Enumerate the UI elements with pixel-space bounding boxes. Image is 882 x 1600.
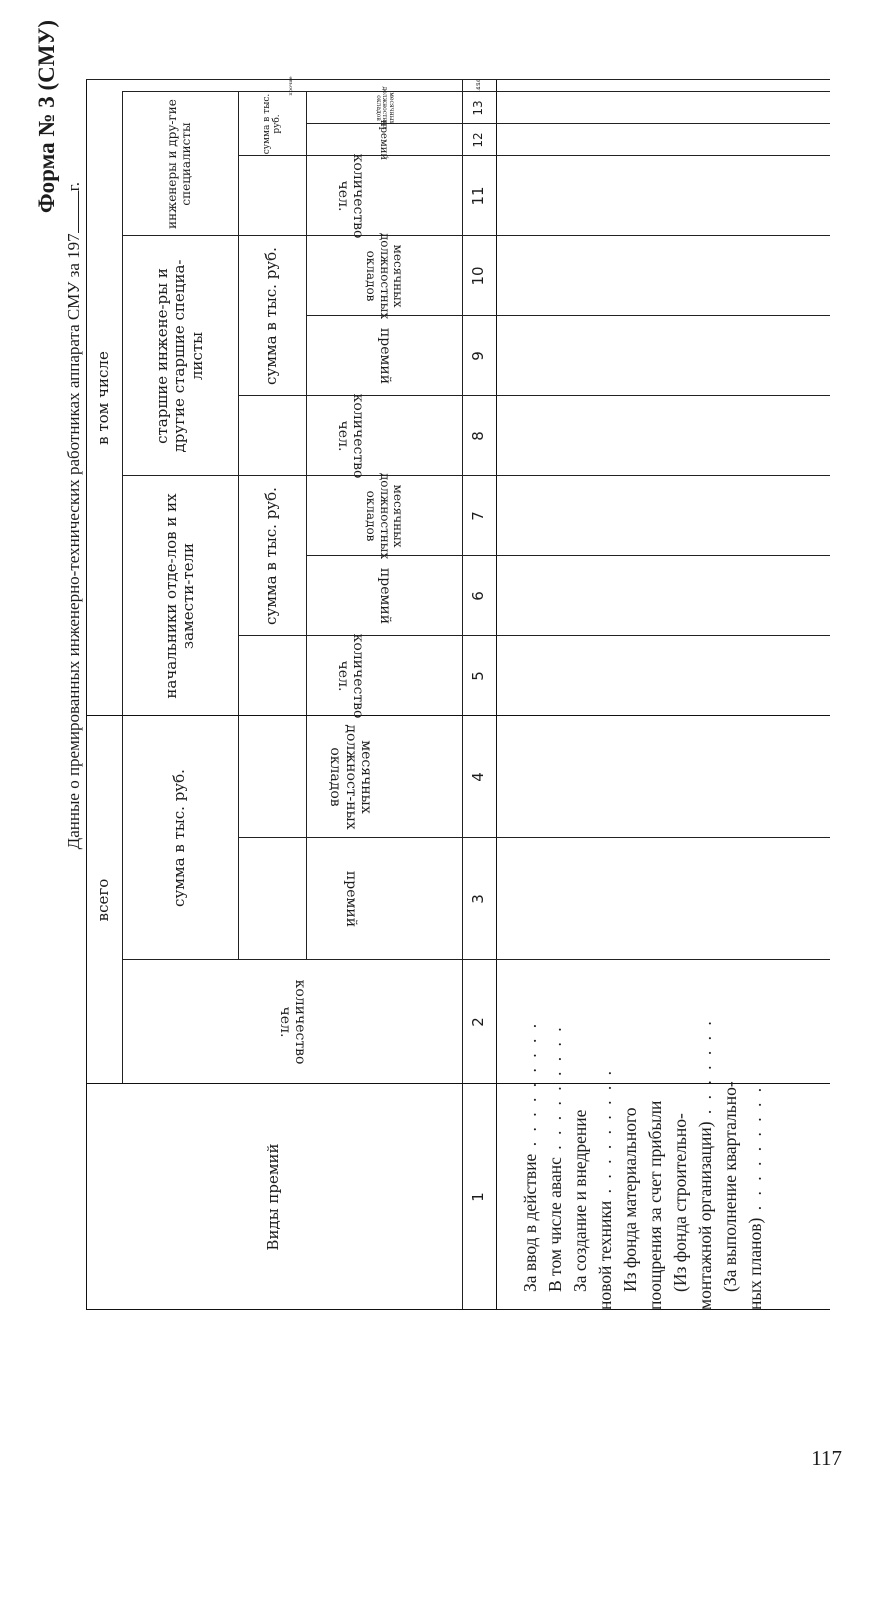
colnum-9: 9 (469, 351, 488, 361)
colnum-4: 4 (469, 772, 488, 782)
header-c2-count: количество чел. (277, 979, 309, 1065)
colnum-6: 6 (469, 591, 488, 601)
row-label: (За выполнение квартально- (720, 1081, 740, 1292)
row-label: (Из фонда строительно- (670, 1113, 690, 1292)
colnum-2: 2 (469, 1017, 488, 1027)
header-total: всего (94, 878, 113, 922)
year-blank (64, 191, 79, 233)
colnum-1: 1 (469, 1192, 488, 1202)
header-c8-count: количество чел. (335, 393, 367, 479)
colnum-15: 15 (475, 83, 481, 89)
header-total-sum: сумма в тыс. руб. (170, 769, 189, 907)
colnum-10: 10 (469, 266, 488, 286)
row-label: новой техники . . . . . . . . . (595, 1067, 615, 1310)
colnum-7: 7 (469, 511, 488, 521)
rule-numbers-bottom (496, 80, 497, 1310)
header-c3-bonuses: премий (342, 870, 359, 928)
page-number: 117 (811, 1446, 842, 1470)
colnum-8: 8 (469, 431, 488, 441)
header-c7-salaries: месячных должностных окладов (364, 472, 405, 560)
colnum-13: 13 (471, 100, 486, 116)
header-heads: начальники отде-лов и их замести-тели (161, 493, 197, 699)
header-engineers: инженеры и дру-гие специалисты (165, 99, 193, 229)
header-c5-count: количество чел. (335, 633, 367, 719)
colnum-14: 14 (475, 87, 481, 93)
header-c13-salaries: месячных должностных окладов (374, 86, 395, 130)
row-label: За ввод в действие . . . . . . . . . (520, 1020, 540, 1292)
header-senior-sum: сумма в тыс. руб. (262, 247, 281, 385)
caption-suffix: г. (64, 182, 83, 192)
header-c6-bonuses: премий (376, 567, 393, 625)
header-engineers-sum: сумма в тыс. руб. (261, 93, 282, 155)
caption-text: Данные о премированных инженерно-технических работниках аппарата СМУ за 197 (64, 233, 83, 850)
colnum-3: 3 (469, 894, 488, 904)
header-c12-bonuses: премий (378, 119, 390, 161)
colnum-11: 11 (469, 186, 488, 206)
form-title: Форма № 3 (СМУ) (34, 20, 59, 214)
header-heads-sum: сумма в тыс. руб. (262, 487, 281, 625)
header-senior: старшие инжене-ры и другие старшие специа-листы (153, 259, 206, 453)
header-c4-salaries: месячных должност-ных окладов (327, 724, 375, 830)
row-label: Из фонда материального (620, 1107, 640, 1292)
row-label: поощрения за счет прибыли (645, 1100, 665, 1310)
table-caption (64, 182, 84, 1202)
row-label: В том числе аванс . . . . . . . . . (545, 1024, 565, 1292)
row-label: ных планов) . . . . . . . . . (745, 1084, 765, 1310)
colnum-12: 12 (471, 132, 486, 148)
row-labels (518, 1018, 838, 1310)
row-label: За создание и внедрение (570, 1109, 590, 1292)
header-bonus-types: Виды премий (264, 1143, 283, 1251)
header-c9-bonuses: премий (376, 327, 393, 385)
colnum-5: 5 (469, 671, 488, 681)
header-c10-salaries: месячных должностных окладов (364, 232, 405, 320)
row-label: монтажной организации) . . . . . . . (695, 1018, 715, 1310)
header-in-that-number: в том числе (94, 351, 113, 445)
header-c11-count: количество чел. (335, 153, 367, 239)
colnum-16: 16 (475, 79, 481, 85)
header-others: прочие (288, 76, 295, 96)
